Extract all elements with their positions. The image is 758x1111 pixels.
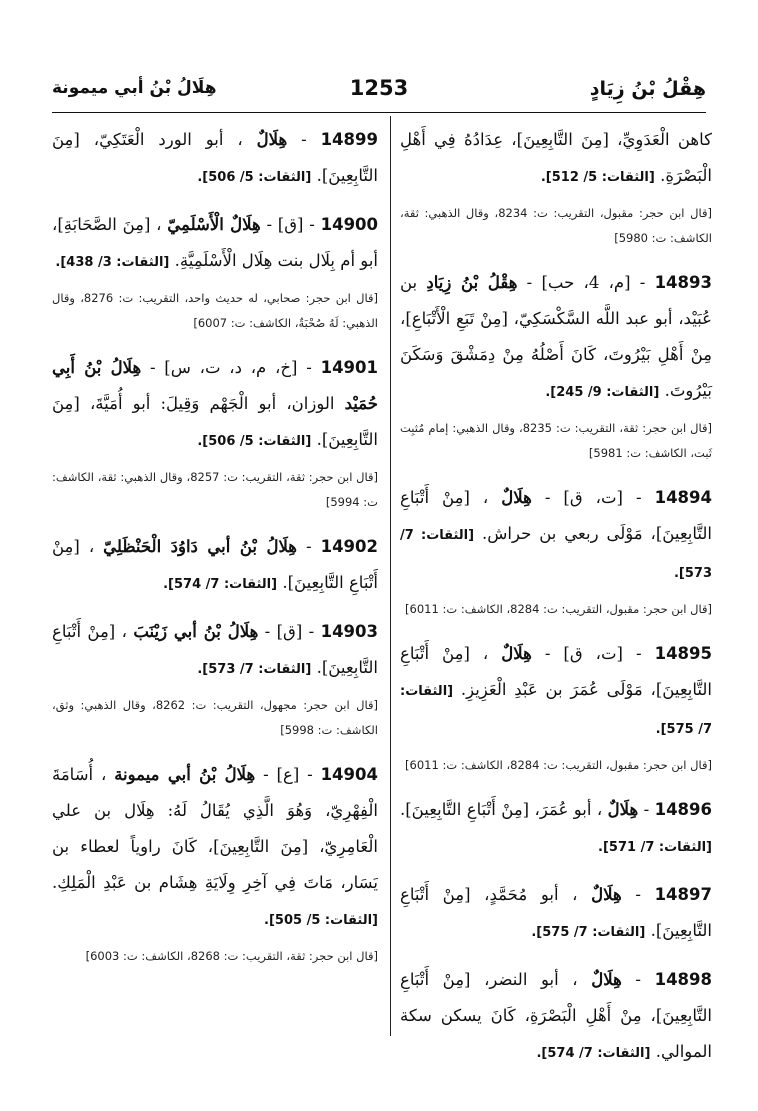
column-divider [390, 116, 391, 1036]
entry-reference: [الثقات: 7/ 573]. [197, 662, 312, 677]
entry-number: 14903 [320, 622, 378, 641]
entry-name: هِلَالُ بْنُ أبي زَيْنَبَ [133, 622, 259, 641]
biography-entry: 14898 - هِلَالٌ ، أبو النضر، [مِنْ أَتْبَاعِ التَّابِعِينَ]، مِنْ أَهْلِ الْبَصْرَةِ، كَانَ يسكن سكة الموالي. [الثقات: 7/ 574]. [400, 970, 712, 1061]
biography-entry: 14893 - [م، 4، حب] - هِقْلُ بْنُ زِيَادِ بن عُبَيْد، أبو عبد اللَّه السَّكْسَكِيّ، [مِنْ تَبَعِ الْأَتْبَاعِ]، مِنْ أَهْلِ بَيْرُوتَ، كَانَ أَصْلُهُ مِنْ دِمَشْقَ وَسَكَنَ بَيْرُوتَ. [الثقات: 9/ 245]. [400, 273, 712, 400]
entry-text: الوزان، أبو الْجَهْم وَقِيلَ: أبو أُمَيَّةَ، [مِنَ التَّابِعِينَ]. [52, 394, 378, 449]
entry-text: ، [مِنْ أَتْبَاعِ التَّابِعِينَ]. [52, 537, 378, 592]
entry-reference: [الثقات: 7/ 573]. [400, 528, 712, 581]
entry-text: ، أبو مُحَمَّدٍ، [مِنْ أَتْبَاعِ التَّابِعِينَ]. [400, 885, 712, 940]
entry-note: [قال ابن حجر: مقبول، التقريب: ت: 8284، الكاشف: ت: 6011] [405, 602, 712, 616]
entry-reference: [الثقات: 5/ 506]. [197, 170, 312, 185]
header-right-title: هِقْلُ بْنُ زِيَادٍ [589, 78, 706, 100]
entry-note: [قال ابن حجر: مجهول، التقريب: ت: 8262، وقال الذهبي: وثق، الكاشف: ت: 5998] [52, 698, 378, 737]
entry-number: 14901 [320, 358, 378, 377]
entry-number: 14895 [654, 644, 712, 663]
entry-text: ، [مِنْ أَتْبَاعِ التَّابِعِينَ]. [52, 622, 378, 677]
entry-name: هِلَالٌ [607, 800, 639, 819]
entry-reference: [الثقات: 5/ 506]. [197, 434, 312, 449]
entry-reference: [الثقات: 7/ 575]. [531, 925, 646, 940]
entry-reference: [الثقات: 7/ 575]. [400, 684, 712, 737]
entry-name: هِلَالٌ [591, 885, 622, 904]
entry-code: [ت، ق] [563, 488, 623, 507]
biography-entry [400, 122, 712, 196]
entry-number: 14894 [654, 488, 712, 507]
biography-entry: 14900 - [ق] - هِلَالٌ الْأَسْلَمِيّ ، [مِنَ الصَّحَابَةِ]، أبو أم بِلَال بنت هِلَال الْأَسْلَمِيَّةِ. [الثقات: 3/ 438]. [52, 215, 379, 270]
entry-code: [ع] [276, 765, 300, 784]
entry-number: 14904 [320, 765, 378, 784]
entry-text: ، أبو النضر، [مِنْ أَتْبَاعِ التَّابِعِينَ]، مِنْ أَهْلِ الْبَصْرَةِ، كَانَ يسكن سكة الموالي. [400, 970, 712, 1061]
page-number: 1253 [349, 76, 409, 100]
entry-name: هِقْلُ بْنُ زِيَادِ [426, 273, 518, 292]
entry-note: [قال ابن حجر: مقبول، التقريب: ت: 8234، وقال الذهبي: ثقة، الكاشف: ت: 5980] [400, 206, 712, 245]
entry-text: ، أُسَامَةَ الْفِهْرِيّ، وَهُوَ الَّذِي يُقَالُ لَهُ: هِلَال بن علي الْعَامِرِيّ، [مِنَ التَّابِعِينَ]، كَانَ راوياً لعطاء بن يَسَار، مَاتَ فِي آخِرِ وِلَايَةِ هِشَام بن عَبْدِ الْمَلِكِ. [52, 765, 378, 892]
entry-note: [قال ابن حجر: ثقة، التقريب: ت: 8257، وقال الذهبي: ثقة، الكاشف: ت: 5994] [52, 470, 378, 509]
entry-code: [ق] [277, 215, 304, 234]
entry-name: هِلَالٌ الْأَسْلَمِيّ [167, 215, 261, 234]
biography-entry: 14897 - هِلَالٌ ، أبو مُحَمَّدٍ، [مِنْ أَتْبَاعِ التَّابِعِينَ]. [الثقات: 7/ 575]. [400, 885, 712, 940]
entry-name: هِلَالٌ [256, 130, 288, 149]
entry-note: [قال ابن حجر: صحابي، له حديث واحد، التقريب: ت: 8276، وقال الذهبي: لَهُ صُحْبَةٌ، الكاشف: ت: 6007] [52, 291, 378, 330]
entry-number: 14900 [320, 215, 379, 234]
header-left-title: هِلَالُ بْنُ أبي ميمونة [52, 78, 217, 98]
entry-reference: [الثقات: 7/ 574]. [163, 577, 278, 592]
entry-text: كاهن الْعَدَوِيِّ، [مِنَ التَّابِعِينَ]، عِدَادُهُ فِي أَهْلِ الْبَصْرَةِ. [400, 130, 712, 185]
entry-reference: [الثقات: 7/ 571]. [598, 840, 712, 855]
entry-note: [قال ابن حجر: ثقة، التقريب: ت: 8268، الكاشف: ت: 6003] [85, 949, 378, 963]
entry-reference: [الثقات: 7/ 574]. [536, 1046, 651, 1061]
entry-reference: [الثقات: 5/ 505]. [264, 913, 378, 928]
running-header [52, 72, 706, 113]
entry-reference: [الثقات: 3/ 438]. [55, 255, 170, 270]
biography-entry: 14901 - [خ، م، د، ت، س] - هِلَالُ بْنُ أَبِي حُمَيْد الوزان، أبو الْجَهْم وَقِيلَ: أبو أُمَيَّةَ، [مِنَ التَّابِعِينَ]. [الثقات: 5/ 506]. [52, 358, 378, 449]
entry-code: [م، 4، حب] [541, 273, 631, 292]
entry-name: هِلَالٌ [501, 488, 532, 507]
entry-number: 14896 [654, 800, 712, 819]
biography-entry: 14902 - هِلَالُ بْنُ أبي دَاوُدَ الْحَنْظَلِيّ ، [مِنْ أَتْبَاعِ التَّابِعِينَ]. [الثقات: 7/ 574]. [52, 537, 378, 592]
biography-entry: 14903 - [ق] - هِلَالُ بْنُ أبي زَيْنَبَ ، [مِنْ أَتْبَاعِ التَّابِعِينَ]. [الثقات: 7/ 573]. [52, 622, 378, 677]
entry-name: هِلَالٌ [501, 644, 532, 663]
entry-reference: [الثقات: 9/ 245]. [545, 385, 660, 400]
entry-text: ، أبو الورد الْعَتَكِيّ، [مِنَ التَّابِعِينَ]. [52, 130, 378, 185]
biography-entry: 14896 - هِلَالٌ ، أبو عُمَرَ، [مِنْ أَتْبَاعِ التَّابِعِينَ]. [الثقات: 7/ 571]. [400, 800, 712, 855]
biography-entry: 14899 - هِلَالٌ ، أبو الورد الْعَتَكِيّ، [مِنَ التَّابِعِينَ]. [الثقات: 5/ 506]. [52, 130, 378, 185]
left-column [52, 122, 378, 983]
biography-entry: 14895 - [ت، ق] - هِلَالٌ ، [مِنْ أَتْبَاعِ التَّابِعِينَ]، مَوْلَى عُمَرَ بن عَبْدِ الْعَزِيزِ. [الثقات: 7/ 575]. [400, 644, 712, 737]
entry-code: [ت، ق] [563, 644, 623, 663]
entry-text: ، [مِنَ الصَّحَابَةِ]، أبو أم بِلَال بنت هِلَال الْأَسْلَمِيَّةِ. [52, 215, 378, 270]
entry-number: 14902 [320, 537, 378, 556]
entry-text: بن عُبَيْد، أبو عبد اللَّه السَّكْسَكِيّ، [مِنْ تَبَعِ الْأَتْبَاعِ]، مِنْ أَهْلِ بَيْرُوتَ، كَانَ أَصْلُهُ مِنْ دِمَشْقَ وَسَكَنَ بَيْرُوتَ. [400, 273, 712, 400]
entry-reference: [الثقات: 5/ 512]. [540, 170, 655, 185]
entry-code: [خ، م، د، ت، س] [164, 358, 298, 377]
entry-text: ، [مِنْ أَتْبَاعِ التَّابِعِينَ]، مَوْلَى عُمَرَ بن عَبْدِ الْعَزِيزِ. [400, 644, 712, 699]
biography-entry: 14904 - [ع] - هِلَالُ بْنُ أبي ميمونة ، أُسَامَةَ الْفِهْرِيّ، وَهُوَ الَّذِي يُقَالُ لَهُ: هِلَال بن علي الْعَامِرِيّ، [مِنَ التَّابِعِينَ]، كَانَ راوياً لعطاء بن يَسَار، مَاتَ فِي آخِرِ وِلَايَةِ هِشَام بن عَبْدِ الْمَلِكِ. [الثقات: 5/ 505]. [52, 765, 378, 928]
right-column [400, 122, 712, 1083]
entry-code: [ق] [276, 622, 303, 641]
entry-name: هِلَالٌ [591, 970, 622, 989]
entry-note: [قال ابن حجر: ثقة، التقريب: ت: 8235، وقال الذهبي: إمام مُثبِت ثَبت، الكاشف: ت: 5981] [400, 421, 712, 460]
biography-entry: 14894 - [ت، ق] - هِلَالٌ ، [مِنْ أَتْبَاعِ التَّابِعِينَ]، مَوْلَى ربعي بن حراش. [الثقات: 7/ 573]. [400, 488, 712, 581]
entry-name: هِلَالُ بْنُ أبي دَاوُدَ الْحَنْظَلِيّ [103, 537, 298, 556]
entry-number: 14899 [320, 130, 378, 149]
entry-number: 14898 [654, 970, 712, 989]
entry-name: هِلَالُ بْنُ أَبِي حُمَيْد [52, 358, 378, 413]
entry-note: [قال ابن حجر: مقبول، التقريب: ت: 8284، الكاشف: ت: 6011] [405, 758, 712, 772]
entry-number: 14893 [654, 273, 712, 292]
entry-name: هِلَالُ بْنُ أبي ميمونة [114, 765, 256, 784]
entry-number: 14897 [654, 885, 712, 904]
entry-text: ، أبو عُمَرَ، [مِنْ أَتْبَاعِ التَّابِعِينَ]. [400, 800, 603, 819]
entry-text: ، [مِنْ أَتْبَاعِ التَّابِعِينَ]، مَوْلَى ربعي بن حراش. [400, 488, 712, 543]
